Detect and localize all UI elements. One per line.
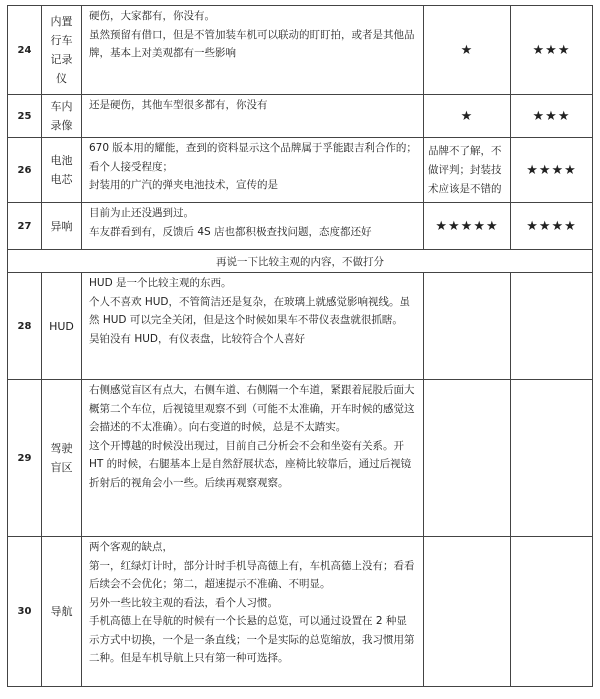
item-name-line: 仪 (56, 72, 67, 85)
row-number: 26 (8, 138, 42, 203)
item-name-line: HUD (49, 319, 74, 333)
rating-column-1: ★★★★★ (424, 203, 511, 250)
description-line: 手机高德上在导航的时候有一个长悬的总览，可以通过设置在 2 种显示方式中切换，一个是一条直线；一个是实际的总览缩放，我习惯用第二种。但是车机导航上只有第一种可选择。 (89, 615, 415, 664)
section-note-row (8, 250, 593, 273)
row-number: 28 (8, 273, 42, 380)
description-line: 第一，红绿灯计时，部分计时手机导高德上有，车机高德上没有；看看后续会不会优化；第二，超速提示不准确、不明显。 (89, 559, 415, 590)
item-name-line: 盲区 (50, 461, 73, 474)
item-name-line: 记录 (50, 53, 73, 66)
rating-column-2 (511, 273, 593, 380)
rating-note-line: 做评判；封装技 (428, 163, 502, 176)
rating-column-2 (511, 380, 593, 537)
item-description (82, 273, 424, 380)
item-description (82, 95, 424, 138)
item-description (82, 380, 424, 537)
item-description (82, 138, 424, 203)
comparison-table (7, 5, 593, 687)
description-line: 670 版本用的耀能，查到的资料显示这个品牌属于孚能跟吉利合作的；看个人接受程度； (89, 142, 417, 173)
item-name-line: 异响 (50, 219, 73, 233)
table-row (8, 95, 593, 138)
description-line: 硬伤，大家都有，你没有。 (89, 10, 215, 22)
rating-column-2: ★★★★ (511, 203, 593, 250)
description-line: 还是硬伤，其他车型很多都有，你没有 (89, 99, 268, 111)
rating-column-1 (424, 537, 511, 687)
rating-column-1: ★ (424, 6, 511, 95)
description-line: 虽然预留有借口，但是不管加装车机可以联动的盯盯拍，或者是其他品牌，基本上对美观都有一些影响 (89, 28, 415, 59)
rating-column-2: ★★★ (511, 6, 593, 95)
description-line: 封装用的广汽的弹夹电池技术，宣传的是 (89, 179, 278, 191)
rating-note-line: 术应该是不错的 (428, 182, 502, 195)
rating-column-1 (424, 273, 511, 380)
table-row (8, 537, 593, 687)
item-name-line: 内置 (50, 15, 73, 28)
table-row (8, 380, 593, 537)
table-row (8, 6, 593, 95)
table-row (8, 138, 593, 203)
section-note: 再说一下比较主观的内容，不做打分 (8, 250, 593, 273)
item-name-line: 行车 (50, 34, 73, 47)
item-description (82, 203, 424, 250)
description-line: 车友群看到有，反馈后 4S 店也都积极查找问题，态度都还好 (89, 225, 372, 238)
description-line: 目前为止还没遇到过。 (89, 207, 194, 219)
table-row (8, 273, 593, 380)
row-number: 27 (8, 203, 42, 250)
item-description (82, 537, 424, 687)
item-name (42, 6, 82, 95)
description-line: 另外一些比较主观的看法，看个人习惯。 (89, 596, 278, 609)
rating-column-1 (424, 380, 511, 537)
item-name-line: 导航 (50, 605, 73, 618)
item-name-line: 驾驶 (50, 442, 73, 455)
rating-column-1 (424, 138, 511, 203)
item-name-line: 电芯 (50, 173, 73, 186)
item-name-line: 车内 (50, 100, 73, 113)
row-number: 30 (8, 537, 42, 687)
description-line: 两个客观的缺点， (89, 541, 173, 553)
rating-column-2: ★★★★ (511, 138, 593, 203)
item-name (42, 138, 82, 203)
description-line: HUD 是一个比较主观的东西。 (89, 277, 232, 289)
description-line: 右侧感觉盲区有点大，右侧车道、右侧隔一个车道，紧跟着屁股后面大概第二个车位，后视镜里观察不到（可能不太准确，开车时候的感觉这会描述的不太准确）。向右变道的时候，总是不太踏实。 (89, 384, 415, 433)
item-name (42, 203, 82, 250)
description-line: 个人不喜欢 HUD，不管简洁还是复杂，在玻璃上就感觉影响视线。虽然 HUD 可以完全关闭，但是这个时候如果车不带仪表盘就很抓瞎。 (89, 295, 411, 326)
table-row (8, 203, 593, 250)
rating-column-2: ★★★ (511, 95, 593, 138)
description-line: 昊铂没有 HUD，有仪表盘，比较符合个人喜好 (89, 332, 306, 345)
item-name (42, 537, 82, 687)
row-number: 25 (8, 95, 42, 138)
rating-column-1: ★ (424, 95, 511, 138)
description-line: 这个开博越的时候没出现过，目前自己分析会不会和坐姿有关系。开 HT 的时候，右腿基本上是自然舒展状态，座椅比较靠后，通过后视镜折射后的视角会小一些。后续再观察观察。 (89, 439, 412, 489)
item-name-line: 电池 (50, 154, 73, 167)
row-number: 29 (8, 380, 42, 537)
row-number: 24 (8, 6, 42, 95)
item-name (42, 380, 82, 537)
item-name (42, 95, 82, 138)
rating-column-2 (511, 537, 593, 687)
item-description (82, 6, 424, 95)
rating-note-line: 品牌不了解，不 (428, 144, 502, 157)
item-name (42, 273, 82, 380)
item-name-line: 录像 (50, 119, 73, 132)
